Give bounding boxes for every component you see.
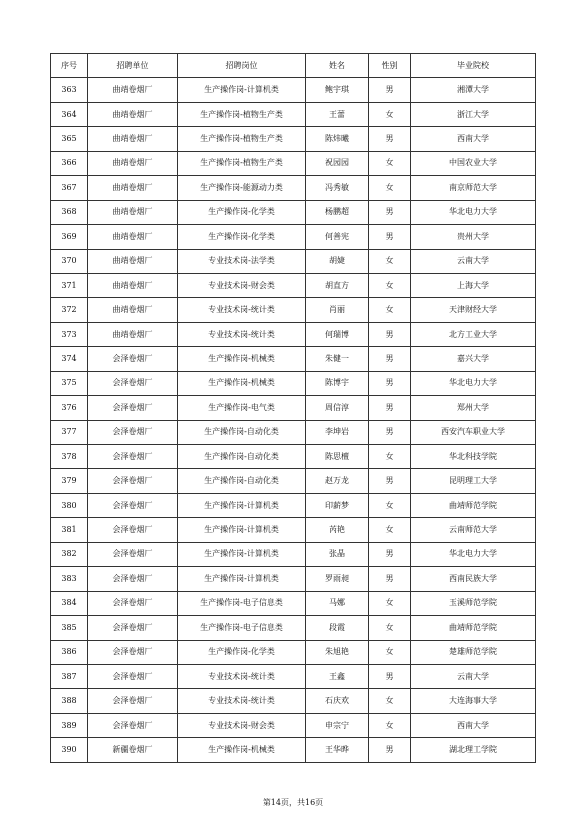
cell-employer: 会泽卷烟厂	[88, 445, 178, 469]
cell-name: 祝园园	[306, 151, 369, 175]
cell-position: 生产操作岗-机械类	[178, 371, 306, 395]
cell-index: 379	[51, 469, 88, 493]
cell-gender: 女	[369, 493, 411, 517]
cell-employer: 会泽卷烟厂	[88, 591, 178, 615]
cell-index: 385	[51, 616, 88, 640]
cell-gender: 女	[369, 151, 411, 175]
cell-position: 生产操作岗-计算机类	[178, 78, 306, 102]
cell-school: 浙江大学	[411, 102, 536, 126]
cell-school: 西南民族大学	[411, 567, 536, 591]
cell-gender: 男	[369, 78, 411, 102]
cell-employer: 会泽卷烟厂	[88, 567, 178, 591]
cell-school: 华北电力大学	[411, 371, 536, 395]
cell-index: 384	[51, 591, 88, 615]
table-row	[51, 200, 536, 224]
cell-employer: 曲靖卷烟厂	[88, 151, 178, 175]
cell-school: 西安汽车职业大学	[411, 420, 536, 444]
cell-employer: 会泽卷烟厂	[88, 689, 178, 713]
cell-school: 北方工业大学	[411, 322, 536, 346]
cell-position: 生产操作岗-化学类	[178, 640, 306, 664]
cell-name: 鲍宇琪	[306, 78, 369, 102]
table-row	[51, 371, 536, 395]
cell-school: 上海大学	[411, 273, 536, 297]
results-table	[50, 53, 536, 763]
cell-name: 何善宪	[306, 225, 369, 249]
cell-school: 玉溪师范学院	[411, 591, 536, 615]
cell-employer: 会泽卷烟厂	[88, 371, 178, 395]
table-row	[51, 445, 536, 469]
table-row	[51, 469, 536, 493]
cell-gender: 女	[369, 591, 411, 615]
cell-index: 365	[51, 127, 88, 151]
cell-gender: 男	[369, 420, 411, 444]
cell-position: 专业技术岗-财会类	[178, 273, 306, 297]
cell-name: 杨鹏超	[306, 200, 369, 224]
table-row	[51, 298, 536, 322]
cell-name: 赵万龙	[306, 469, 369, 493]
cell-name: 马娜	[306, 591, 369, 615]
cell-employer: 新疆卷烟厂	[88, 738, 178, 762]
cell-position: 生产操作岗-植物生产类	[178, 127, 306, 151]
cell-school: 华北科技学院	[411, 445, 536, 469]
cell-school: 贵州大学	[411, 225, 536, 249]
cell-position: 专业技术岗-法学类	[178, 249, 306, 273]
cell-school: 天津财经大学	[411, 298, 536, 322]
cell-school: 西南大学	[411, 713, 536, 737]
cell-index: 377	[51, 420, 88, 444]
cell-index: 378	[51, 445, 88, 469]
cell-employer: 曲靖卷烟厂	[88, 273, 178, 297]
table-row	[51, 322, 536, 346]
table-row	[51, 567, 536, 591]
cell-school: 云南师范大学	[411, 518, 536, 542]
table-row	[51, 78, 536, 102]
table-row	[51, 518, 536, 542]
cell-index: 376	[51, 396, 88, 420]
cell-position: 专业技术岗-统计类	[178, 689, 306, 713]
cell-position: 专业技术岗-统计类	[178, 298, 306, 322]
cell-gender: 男	[369, 371, 411, 395]
cell-position: 生产操作岗-自动化类	[178, 420, 306, 444]
header-index: 序号	[51, 54, 88, 78]
cell-name: 王鑫	[306, 664, 369, 688]
cell-employer: 曲靖卷烟厂	[88, 322, 178, 346]
page-footer: 第14页，共16页	[262, 798, 324, 807]
cell-index: 380	[51, 493, 88, 517]
header-gender: 性别	[369, 54, 411, 78]
cell-name: 朱旭艳	[306, 640, 369, 664]
cell-gender: 男	[369, 347, 411, 371]
cell-gender: 女	[369, 616, 411, 640]
cell-position: 生产操作岗-能源动力类	[178, 176, 306, 200]
cell-name: 罗雨昶	[306, 567, 369, 591]
cell-school: 曲靖师范学院	[411, 616, 536, 640]
cell-gender: 女	[369, 249, 411, 273]
cell-employer: 会泽卷烟厂	[88, 469, 178, 493]
cell-name: 段霞	[306, 616, 369, 640]
table-row	[51, 689, 536, 713]
table-row	[51, 542, 536, 566]
cell-gender: 男	[369, 225, 411, 249]
cell-employer: 会泽卷烟厂	[88, 493, 178, 517]
header-position: 招聘岗位	[178, 54, 306, 78]
cell-school: 楚雄师范学院	[411, 640, 536, 664]
cell-index: 363	[51, 78, 88, 102]
cell-position: 生产操作岗-电气类	[178, 396, 306, 420]
cell-name: 陈思檀	[306, 445, 369, 469]
table-row	[51, 640, 536, 664]
cell-position: 生产操作岗-计算机类	[178, 567, 306, 591]
cell-gender: 女	[369, 273, 411, 297]
cell-gender: 女	[369, 445, 411, 469]
cell-school: 曲靖师范学院	[411, 493, 536, 517]
cell-gender: 男	[369, 396, 411, 420]
cell-school: 云南大学	[411, 249, 536, 273]
table-row	[51, 713, 536, 737]
cell-employer: 会泽卷烟厂	[88, 518, 178, 542]
cell-index: 366	[51, 151, 88, 175]
header-name: 姓名	[306, 54, 369, 78]
cell-index: 382	[51, 542, 88, 566]
cell-employer: 曲靖卷烟厂	[88, 102, 178, 126]
cell-school: 西南大学	[411, 127, 536, 151]
cell-index: 374	[51, 347, 88, 371]
cell-name: 胡婕	[306, 249, 369, 273]
cell-gender: 女	[369, 713, 411, 737]
cell-position: 专业技术岗-统计类	[178, 664, 306, 688]
cell-position: 生产操作岗-电子信息类	[178, 616, 306, 640]
table-row	[51, 664, 536, 688]
table-row	[51, 102, 536, 126]
cell-school: 嘉兴大学	[411, 347, 536, 371]
cell-employer: 会泽卷烟厂	[88, 347, 178, 371]
cell-gender: 男	[369, 200, 411, 224]
table-row	[51, 396, 536, 420]
cell-position: 生产操作岗-化学类	[178, 225, 306, 249]
cell-position: 专业技术岗-统计类	[178, 322, 306, 346]
header-row	[51, 54, 536, 78]
cell-position: 生产操作岗-计算机类	[178, 542, 306, 566]
cell-employer: 会泽卷烟厂	[88, 664, 178, 688]
table-row	[51, 176, 536, 200]
cell-gender: 女	[369, 102, 411, 126]
cell-employer: 曲靖卷烟厂	[88, 78, 178, 102]
cell-employer: 曲靖卷烟厂	[88, 127, 178, 151]
cell-gender: 男	[369, 664, 411, 688]
cell-index: 386	[51, 640, 88, 664]
cell-index: 370	[51, 249, 88, 273]
cell-position: 生产操作岗-机械类	[178, 738, 306, 762]
cell-employer: 会泽卷烟厂	[88, 640, 178, 664]
cell-name: 申宗宁	[306, 713, 369, 737]
cell-employer: 曲靖卷烟厂	[88, 298, 178, 322]
cell-name: 朱健一	[306, 347, 369, 371]
cell-name: 芮艳	[306, 518, 369, 542]
cell-index: 375	[51, 371, 88, 395]
cell-name: 李坤岩	[306, 420, 369, 444]
header-school: 毕业院校	[411, 54, 536, 78]
cell-index: 383	[51, 567, 88, 591]
cell-index: 367	[51, 176, 88, 200]
cell-index: 387	[51, 664, 88, 688]
cell-gender: 女	[369, 298, 411, 322]
cell-employer: 曲靖卷烟厂	[88, 176, 178, 200]
table-row	[51, 616, 536, 640]
cell-employer: 会泽卷烟厂	[88, 420, 178, 444]
cell-gender: 男	[369, 738, 411, 762]
cell-gender: 女	[369, 640, 411, 664]
cell-index: 373	[51, 322, 88, 346]
header-employer: 招聘单位	[88, 54, 178, 78]
cell-position: 生产操作岗-计算机类	[178, 518, 306, 542]
cell-gender: 女	[369, 689, 411, 713]
cell-name: 陈博宇	[306, 371, 369, 395]
cell-position: 生产操作岗-植物生产类	[178, 102, 306, 126]
table-row	[51, 225, 536, 249]
table-row	[51, 249, 536, 273]
cell-employer: 会泽卷烟厂	[88, 713, 178, 737]
table-row	[51, 127, 536, 151]
cell-school: 华北电力大学	[411, 542, 536, 566]
cell-name: 印薪梦	[306, 493, 369, 517]
cell-employer: 会泽卷烟厂	[88, 616, 178, 640]
cell-school: 大连海事大学	[411, 689, 536, 713]
cell-name: 陈炜曦	[306, 127, 369, 151]
cell-index: 372	[51, 298, 88, 322]
cell-school: 云南大学	[411, 664, 536, 688]
table-row	[51, 420, 536, 444]
cell-gender: 男	[369, 469, 411, 493]
cell-name: 周信淳	[306, 396, 369, 420]
table-row	[51, 151, 536, 175]
table-row	[51, 493, 536, 517]
cell-employer: 会泽卷烟厂	[88, 542, 178, 566]
cell-school: 湘潭大学	[411, 78, 536, 102]
cell-name: 张晶	[306, 542, 369, 566]
cell-gender: 男	[369, 127, 411, 151]
cell-name: 肖丽	[306, 298, 369, 322]
cell-position: 专业技术岗-财会类	[178, 713, 306, 737]
cell-name: 石庆欢	[306, 689, 369, 713]
cell-index: 381	[51, 518, 88, 542]
cell-gender: 女	[369, 176, 411, 200]
cell-name: 胡直方	[306, 273, 369, 297]
cell-index: 368	[51, 200, 88, 224]
cell-school: 中国农业大学	[411, 151, 536, 175]
cell-index: 364	[51, 102, 88, 126]
cell-index: 371	[51, 273, 88, 297]
cell-gender: 男	[369, 567, 411, 591]
cell-position: 生产操作岗-计算机类	[178, 493, 306, 517]
cell-gender: 男	[369, 542, 411, 566]
cell-school: 湖北理工学院	[411, 738, 536, 762]
cell-name: 王蕾	[306, 102, 369, 126]
cell-gender: 女	[369, 518, 411, 542]
cell-position: 生产操作岗-自动化类	[178, 445, 306, 469]
cell-name: 王华晔	[306, 738, 369, 762]
table-row	[51, 347, 536, 371]
table-row	[51, 591, 536, 615]
cell-position: 生产操作岗-电子信息类	[178, 591, 306, 615]
cell-position: 生产操作岗-自动化类	[178, 469, 306, 493]
cell-school: 南京师范大学	[411, 176, 536, 200]
cell-name: 冯秀敏	[306, 176, 369, 200]
cell-position: 生产操作岗-机械类	[178, 347, 306, 371]
cell-index: 369	[51, 225, 88, 249]
cell-school: 郑州大学	[411, 396, 536, 420]
cell-position: 生产操作岗-化学类	[178, 200, 306, 224]
cell-index: 388	[51, 689, 88, 713]
cell-employer: 会泽卷烟厂	[88, 396, 178, 420]
cell-index: 389	[51, 713, 88, 737]
cell-school: 华北电力大学	[411, 200, 536, 224]
cell-gender: 男	[369, 322, 411, 346]
cell-employer: 曲靖卷烟厂	[88, 249, 178, 273]
cell-name: 何瑞博	[306, 322, 369, 346]
cell-employer: 曲靖卷烟厂	[88, 225, 178, 249]
cell-school: 昆明理工大学	[411, 469, 536, 493]
table-row	[51, 273, 536, 297]
cell-employer: 曲靖卷烟厂	[88, 200, 178, 224]
table-row	[51, 738, 536, 762]
cell-position: 生产操作岗-植物生产类	[178, 151, 306, 175]
cell-index: 390	[51, 738, 88, 762]
